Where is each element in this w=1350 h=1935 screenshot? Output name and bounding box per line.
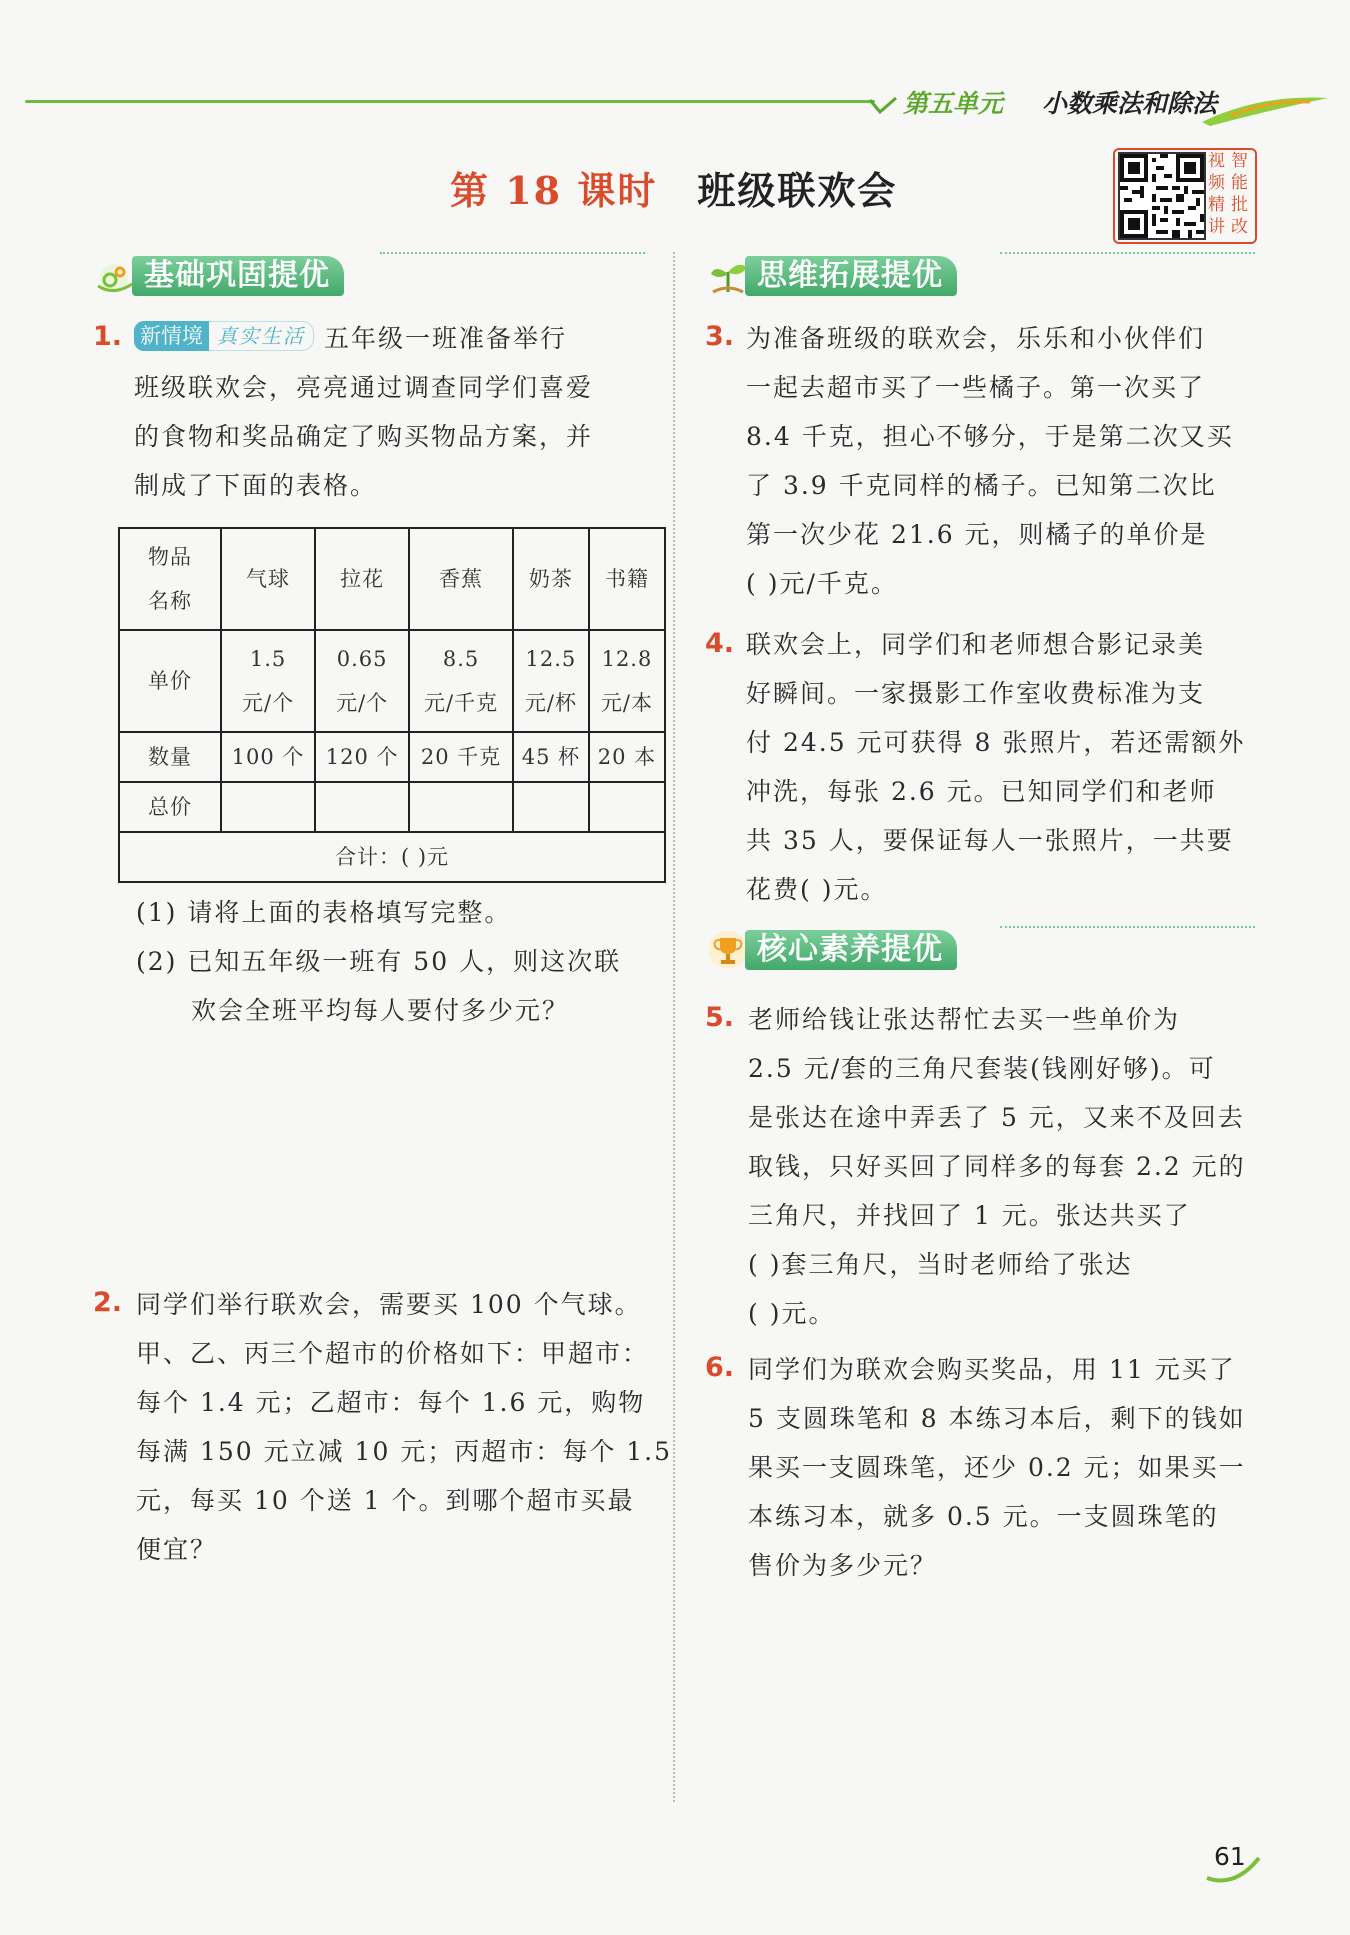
question-1-text — [134, 314, 593, 510]
question-6-number: 6. — [705, 1352, 735, 1383]
section-thinking-title: 思维拓展提优 — [745, 256, 957, 296]
table-row-header: 数量 — [119, 732, 221, 782]
question-1-sub — [136, 888, 621, 1035]
q1-sub2-line: (2) 已知五年级一班有 50 人，则这次联 — [136, 947, 622, 976]
qr-labels — [1205, 150, 1251, 238]
q2-line: 每个 1.4 元；乙超市：每个 1.6 元，购物 — [136, 1388, 646, 1417]
question-2-text — [136, 1280, 672, 1574]
table-cell-price: 0.65 元/个 — [315, 630, 409, 732]
q5-line: ( )元。 — [748, 1299, 836, 1328]
qr-label: 能 — [1231, 173, 1248, 193]
qr-label: 频 — [1208, 173, 1225, 193]
q6-line: 售价为多少元？ — [748, 1551, 938, 1580]
q5-line: 三角尺，并找回了 1 元。张达共买了 — [748, 1201, 1191, 1230]
header-rule — [25, 100, 875, 103]
q3-line: 为准备班级的联欢会，乐乐和小伙伴们 — [746, 324, 1206, 353]
unit-title: 小数乘法和除法 — [1042, 89, 1218, 118]
q3-line: 8.4 千克，担心不够分，于是第二次又买 — [746, 422, 1234, 451]
qr-label: 批 — [1231, 195, 1248, 215]
question-2-number: 2. — [93, 1287, 123, 1318]
q4-line: 付 24.5 元可获得 8 张照片，若还需额外 — [746, 728, 1246, 757]
table-cell-total-blank[interactable] — [589, 782, 665, 832]
q5-line: 取钱，只好买回了同样多的每套 2.2 元的 — [748, 1152, 1246, 1181]
qr-label: 精 — [1208, 195, 1225, 215]
qr-label: 讲 — [1208, 217, 1225, 237]
leaf-icon — [868, 96, 898, 116]
question-5-number: 5. — [705, 1002, 735, 1033]
price-table — [118, 527, 666, 883]
q1-line: 班级联欢会，亮亮通过调查同学们喜爱 — [134, 373, 594, 402]
table-cell-quantity: 20 本 — [589, 732, 665, 782]
question-6-text — [748, 1345, 1246, 1590]
table-cell-total-blank[interactable] — [315, 782, 409, 832]
new-context-tag: 新情境 — [134, 321, 209, 351]
q3-line: 一起去超市买了一些橘子。第一次买了 — [746, 373, 1206, 402]
section-core-title: 核心素养提优 — [745, 930, 957, 970]
question-3-text — [746, 314, 1234, 608]
qr-label: 智 — [1231, 151, 1248, 171]
lesson-title — [450, 160, 897, 215]
q1-line: 的食物和奖品确定了购买物品方案，并 — [134, 422, 594, 451]
table-cell-quantity: 120 个 — [315, 732, 409, 782]
table-sum-row[interactable]: 合计：( )元 — [119, 832, 665, 882]
section-thinking-rule — [1000, 252, 1255, 254]
table-cell-item: 奶茶 — [513, 528, 589, 630]
table-cell-price: 1.5 元/个 — [221, 630, 315, 732]
lesson-name: 班级联欢会 — [697, 168, 898, 213]
q2-line: 每满 150 元立减 10 元；丙超市：每个 1.5 — [136, 1437, 673, 1466]
question-5-text — [748, 995, 1246, 1338]
q2-line: 同学们举行联欢会，需要买 100 个气球。 — [136, 1290, 642, 1319]
table-row-header: 总价 — [119, 782, 221, 832]
q5-line: 老师给钱让张达帮忙去买一些单价为 — [748, 1005, 1181, 1034]
q6-line: 同学们为联欢会购买奖品，用 11 元买了 — [748, 1355, 1236, 1384]
lesson-number: 第 18 课时 — [450, 168, 658, 213]
table-cell-total-blank[interactable] — [221, 782, 315, 832]
section-basic-rule — [380, 252, 645, 254]
page-number: 61 — [1214, 1842, 1246, 1871]
real-life-tag: 真实生活 — [209, 321, 314, 351]
q2-line: 甲、乙、丙三个超市的价格如下：甲超市： — [136, 1339, 650, 1368]
q1-line: 制成了下面的表格。 — [134, 471, 378, 500]
q3-line: 第一次少花 21.6 元，则橘子的单价是 — [746, 520, 1208, 549]
q6-line: 5 支圆珠笔和 8 本练习本后，剩下的钱如 — [748, 1404, 1246, 1433]
q4-line: 冲洗，每张 2.6 元。已知同学们和老师 — [746, 777, 1217, 806]
table-cell-total-blank[interactable] — [409, 782, 513, 832]
table-cell-price: 12.5 元/杯 — [513, 630, 589, 732]
qr-label: 视 — [1208, 151, 1225, 171]
q3-line: ( )元/千克。 — [746, 569, 898, 598]
swoosh-decoration — [1200, 92, 1330, 132]
q5-line: 2.5 元/套的三角尺套装(钱刚好够)。可 — [748, 1054, 1216, 1083]
table-cell-total-blank[interactable] — [513, 782, 589, 832]
table-cell-item: 香蕉 — [409, 528, 513, 630]
qr-code-icon[interactable] — [1118, 152, 1206, 240]
table-cell-item: 拉花 — [315, 528, 409, 630]
q1-sub1: (1) 请将上面的表格填写完整。 — [136, 898, 512, 927]
q3-line: 了 3.9 千克同样的橘子。已知第二次比 — [746, 471, 1217, 500]
question-1-number: 1. — [93, 321, 123, 352]
section-basic-title: 基础巩固提优 — [132, 256, 344, 296]
q5-line: 是张达在途中弄丢了 5 元，又来不及回去 — [748, 1103, 1245, 1132]
question-4-number: 4. — [705, 628, 735, 659]
q6-line: 果买一支圆珠笔，还少 0.2 元；如果买一 — [748, 1453, 1246, 1482]
q4-line: 好瞬间。一家摄影工作室收费标准为支 — [746, 679, 1206, 708]
q2-line: 元，每买 10 个送 1 个。到哪个超市买最 — [136, 1486, 635, 1515]
table-cell-item: 气球 — [221, 528, 315, 630]
table-cell-price: 12.8 元/本 — [589, 630, 665, 732]
table-row-header: 物品 名称 — [119, 528, 221, 630]
qr-label: 改 — [1231, 217, 1248, 237]
q1-sub2-line: 欢会全班平均每人要付多少元？ — [191, 996, 570, 1025]
table-cell-quantity: 45 杯 — [513, 732, 589, 782]
q4-line: 花费( )元。 — [746, 875, 888, 904]
table-row-header: 单价 — [119, 630, 221, 732]
table-cell-quantity: 100 个 — [221, 732, 315, 782]
table-cell-price: 8.5 元/千克 — [409, 630, 513, 732]
section-core-rule — [1000, 926, 1255, 928]
table-cell-quantity: 20 千克 — [409, 732, 513, 782]
unit-label: 第五单元 — [903, 89, 1004, 118]
question-4-text — [746, 620, 1245, 914]
q4-line: 共 35 人，要保证每人一张照片，一共要 — [746, 826, 1234, 855]
question-3-number: 3. — [705, 321, 735, 352]
column-divider — [673, 252, 675, 1802]
q2-line: 便宜？ — [136, 1535, 218, 1564]
q6-line: 本练习本，就多 0.5 元。一支圆珠笔的 — [748, 1502, 1219, 1531]
table-cell-item: 书籍 — [589, 528, 665, 630]
q4-line: 联欢会上，同学们和老师想合影记录美 — [746, 630, 1206, 659]
q1-line: 五年级一班准备举行 — [324, 324, 568, 353]
q5-line: ( )套三角尺，当时老师给了张达 — [748, 1250, 1133, 1279]
